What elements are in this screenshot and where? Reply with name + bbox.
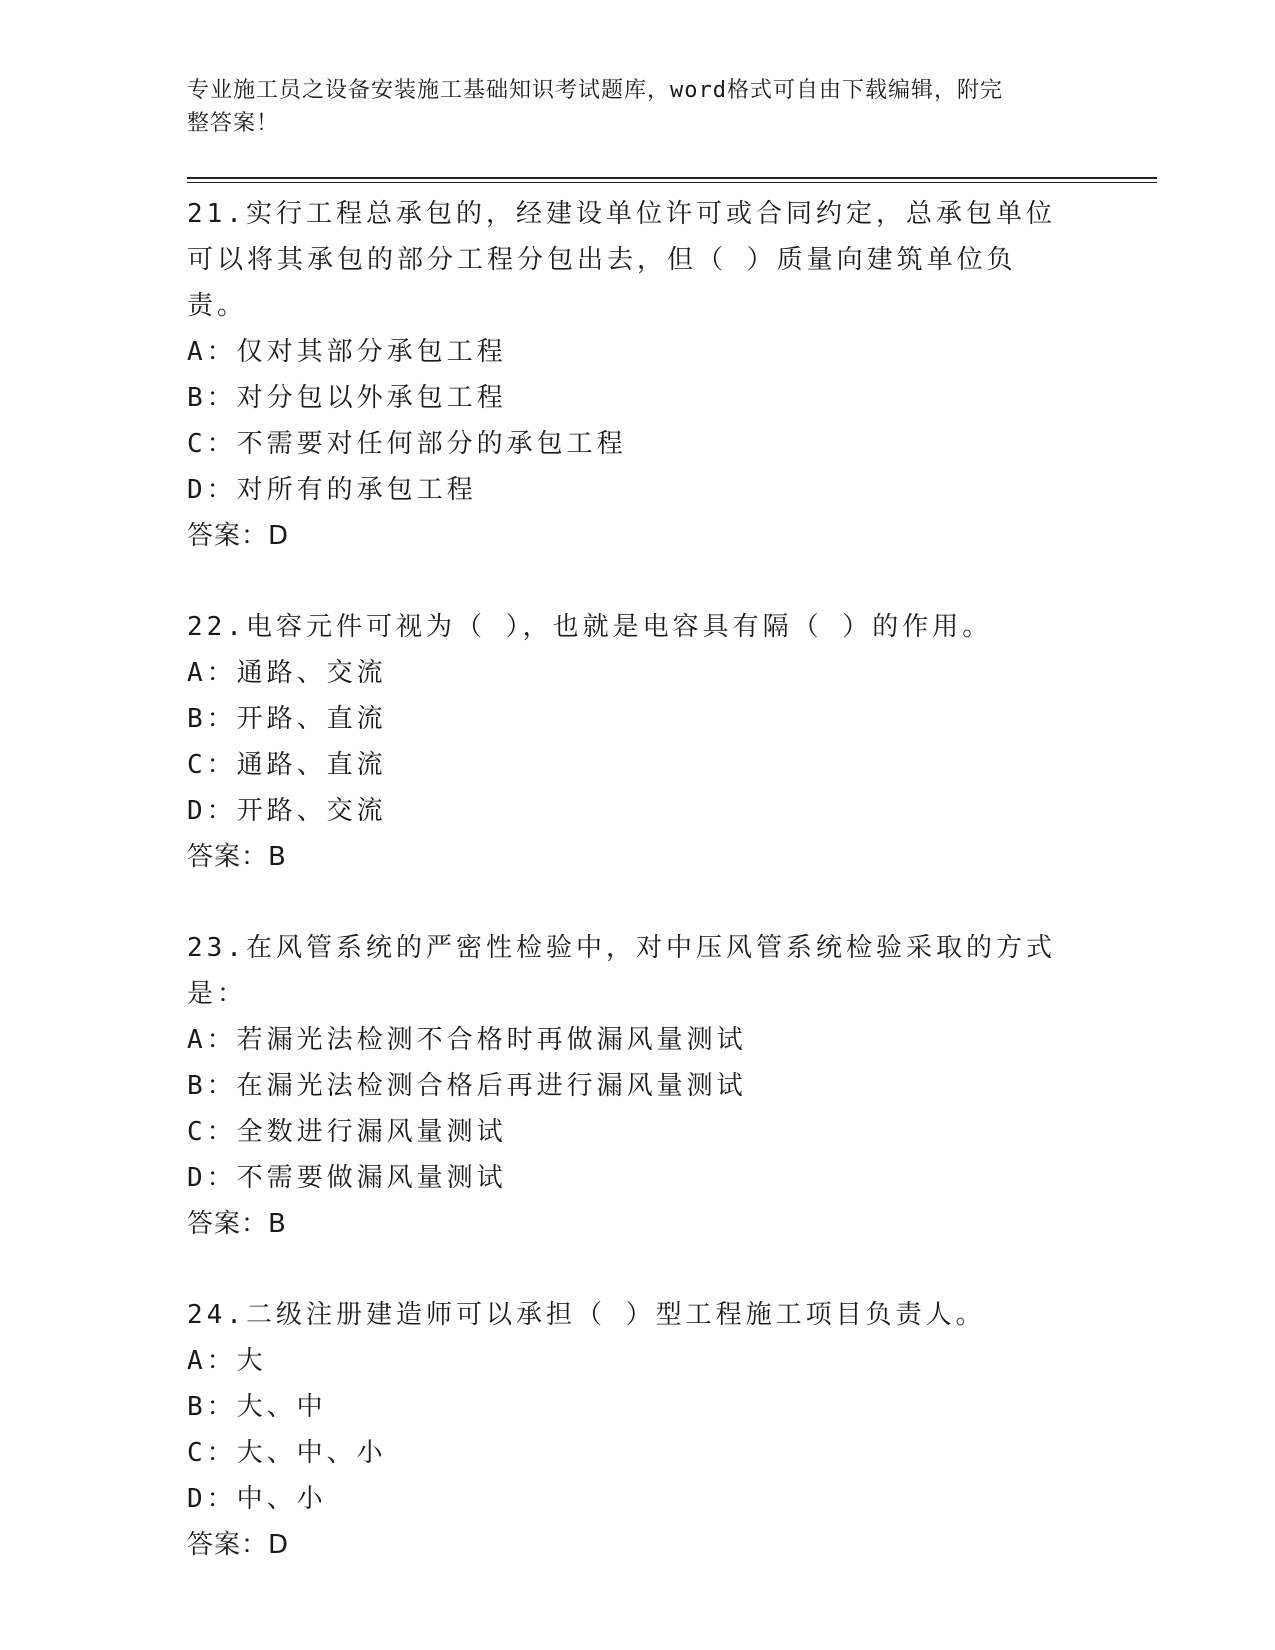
document-header: [187, 74, 1067, 140]
option-c: C：不需要对任何部分的承包工程: [187, 429, 627, 459]
answer: 答案：B: [187, 1209, 287, 1239]
option-a: A：仅对其部分承包工程: [187, 337, 507, 367]
option-b: B：大、中: [187, 1392, 327, 1422]
question-21: [187, 191, 1087, 559]
answer: 答案：B: [187, 842, 287, 872]
option-d: D：中、小: [187, 1484, 327, 1514]
option-c: C：全数进行漏风量测试: [187, 1117, 507, 1147]
question-list: [187, 191, 1087, 1613]
header-divider-thick: [187, 177, 1157, 179]
option-b: B：开路、直流: [187, 704, 387, 734]
header-divider-thin: [187, 182, 1157, 183]
question-stem: 23.在风管系统的严密性检验中，对中压风管系统检验采取的方式是：: [187, 933, 1056, 1009]
option-d: D：不需要做漏风量测试: [187, 1163, 507, 1193]
question-24: [187, 1292, 1087, 1568]
option-a: A：通路、交流: [187, 658, 387, 688]
answer: 答案：D: [187, 521, 290, 551]
option-a: A：大: [187, 1346, 267, 1376]
option-c: C：通路、直流: [187, 750, 387, 780]
option-c: C：大、中、小: [187, 1438, 387, 1468]
option-b: B：对分包以外承包工程: [187, 383, 507, 413]
answer: 答案：D: [187, 1530, 290, 1560]
question-stem: 22.电容元件可视为（ ），也就是电容具有隔（ ）的作用。: [187, 612, 993, 642]
question-22: [187, 604, 1087, 880]
header-line-2: 整答案！: [187, 111, 280, 136]
option-b: B：在漏光法检测合格后再进行漏风量测试: [187, 1071, 747, 1101]
option-d: D：对所有的承包工程: [187, 475, 477, 505]
option-a: A：若漏光法检测不合格时再做漏风量测试: [187, 1025, 747, 1055]
question-23: [187, 925, 1087, 1247]
option-d: D：开路、交流: [187, 796, 387, 826]
question-stem: 24.二级注册建造师可以承担（ ）型工程施工项目负责人。: [187, 1300, 986, 1330]
question-stem: 21.实行工程总承包的，经建设单位许可或合同约定，总承包单位可以将其承包的部分工程分包出去，但（ ）质量向建筑单位负责。: [187, 199, 1056, 321]
header-line-1: 专业施工员之设备安装施工基础知识考试题库，word格式可自由下载编辑，附完: [187, 78, 1003, 103]
